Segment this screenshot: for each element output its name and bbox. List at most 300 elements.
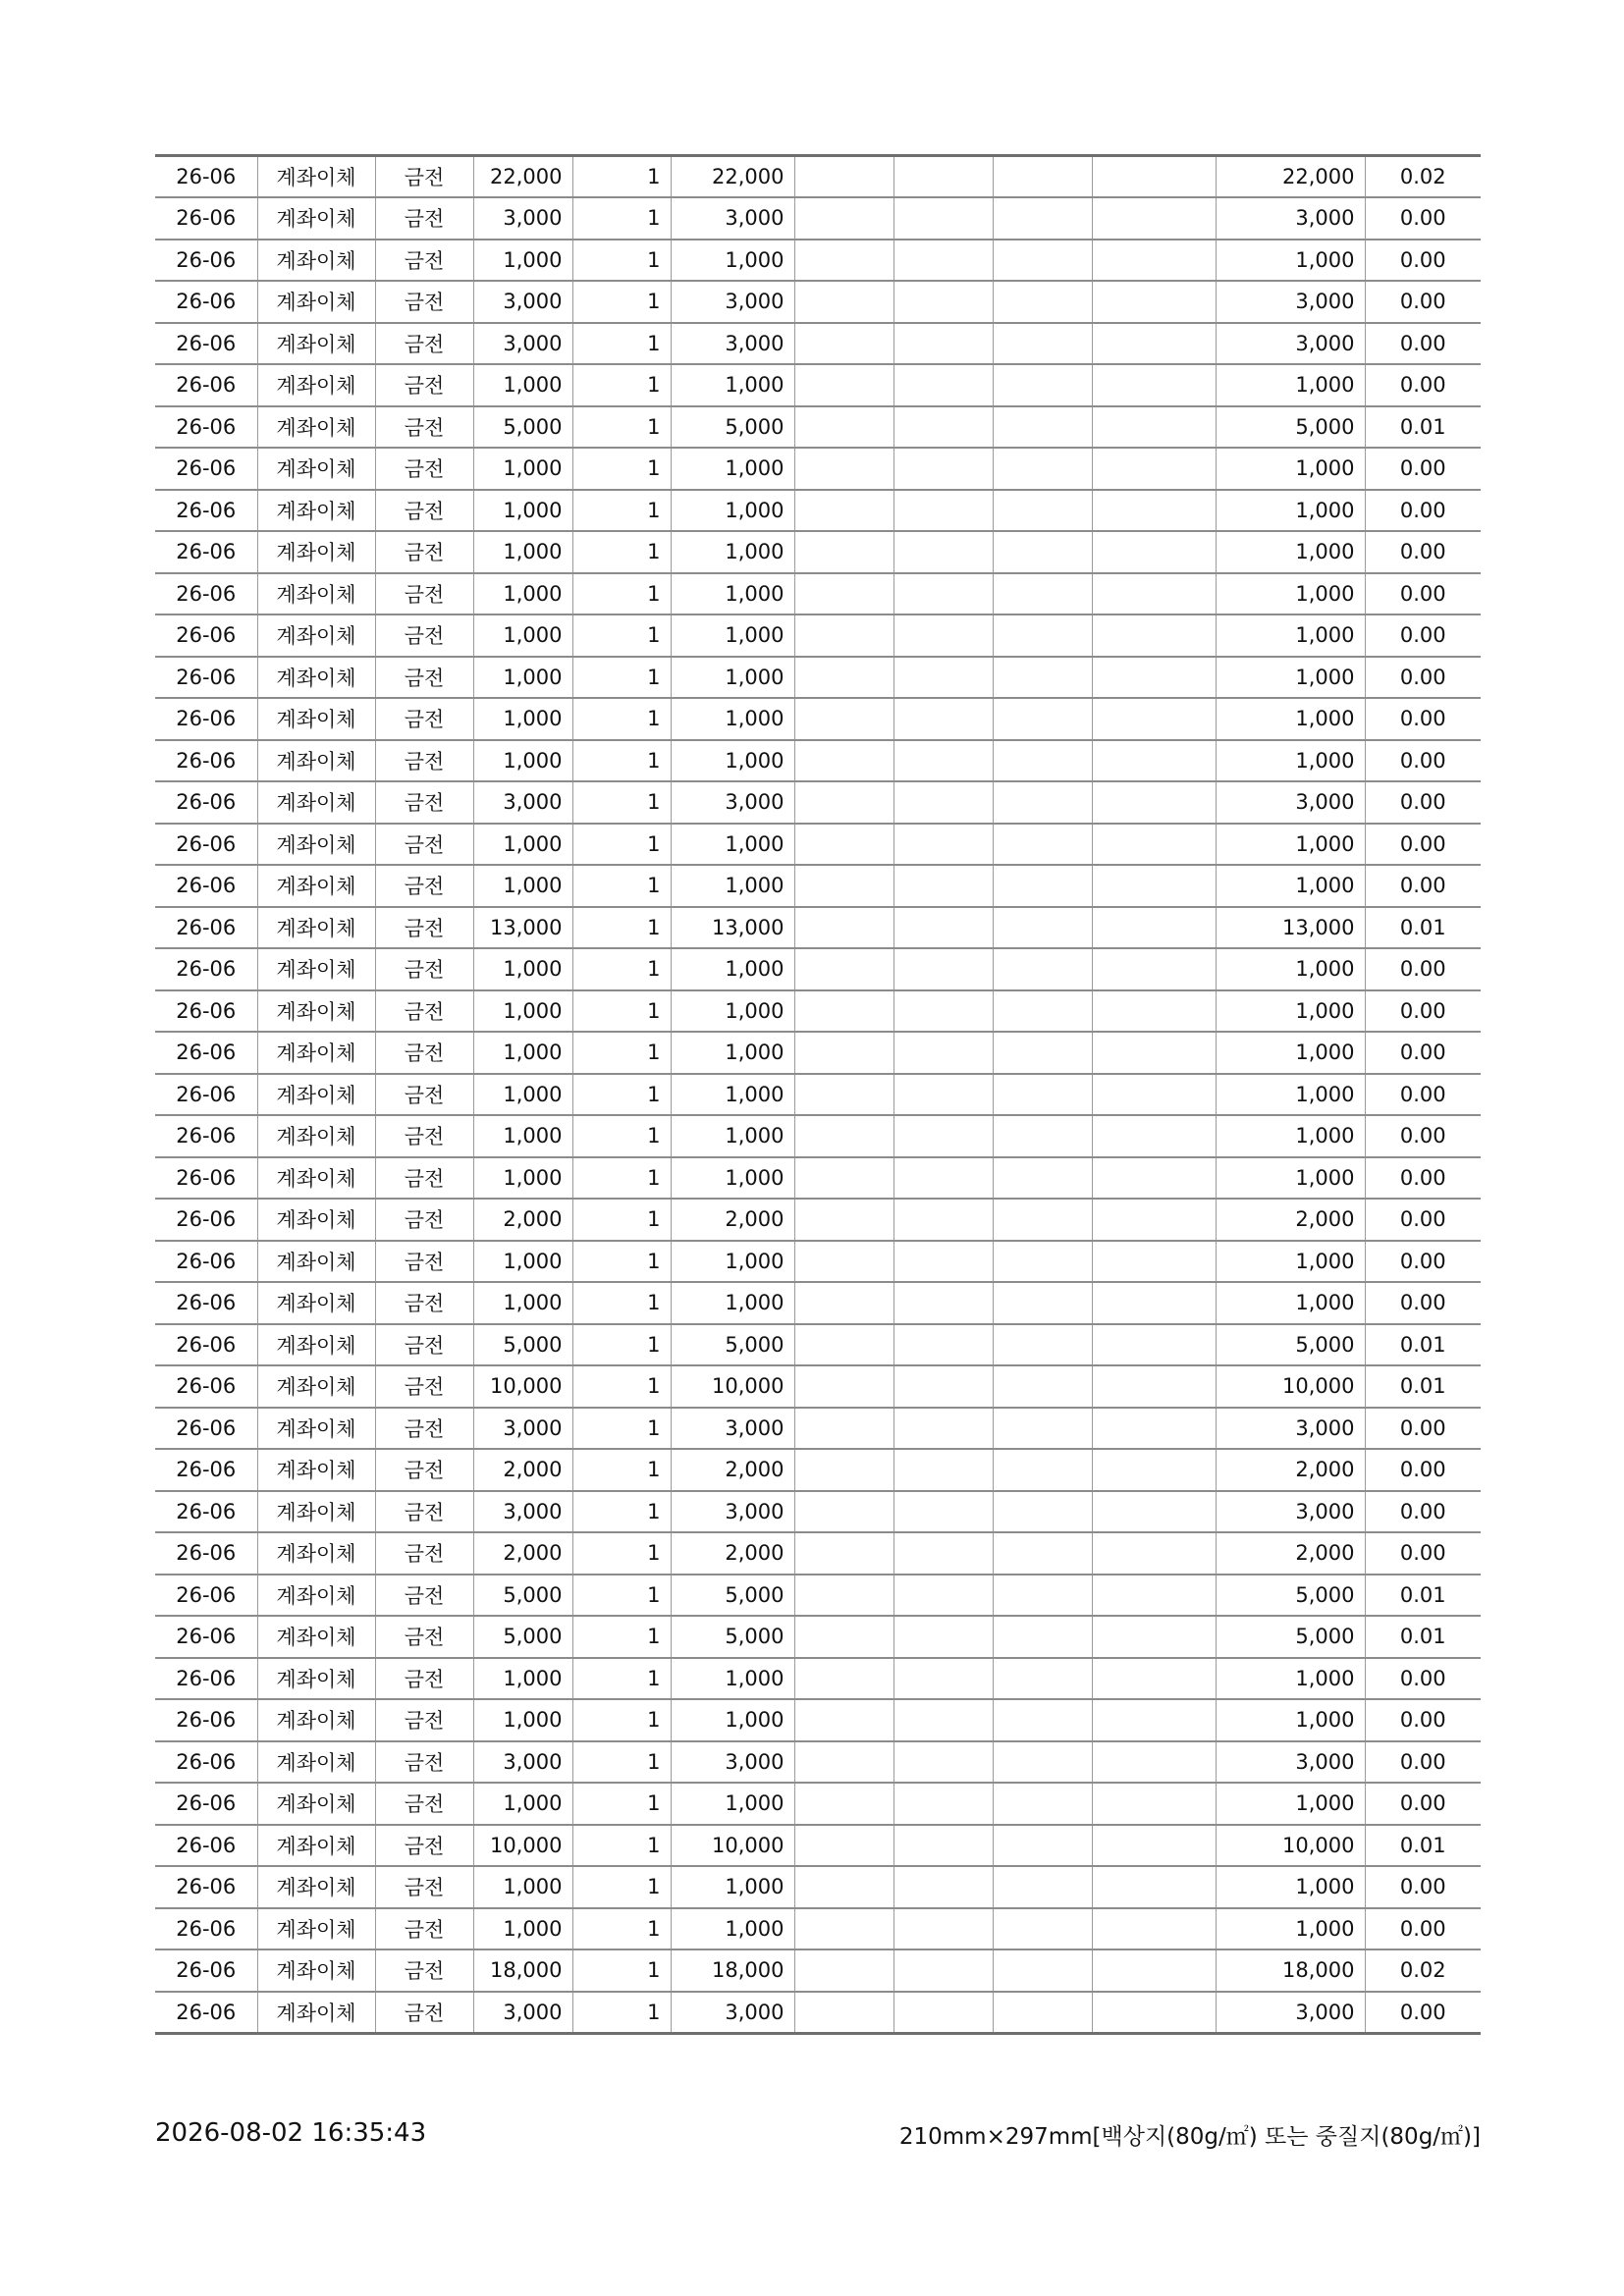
unit-price-cell: 1,000 (473, 1658, 572, 1700)
blank-cell (893, 1992, 993, 2034)
kind-cell: 금전 (375, 1741, 473, 1784)
period-cell: 26-06 (155, 531, 257, 573)
unit-price-cell: 18,000 (473, 1949, 572, 1992)
total-cell: 1,000 (1216, 364, 1365, 406)
table-row (155, 1491, 1481, 1533)
method-cell: 계좌이체 (257, 781, 375, 824)
amount-cell: 3,000 (671, 281, 794, 323)
method-cell: 계좌이체 (257, 657, 375, 699)
ratio-cell: 0.00 (1365, 740, 1481, 782)
total-cell: 3,000 (1216, 1741, 1365, 1784)
blank-cell (794, 1241, 893, 1283)
blank-cell (993, 281, 1092, 323)
unit-price-cell: 5,000 (473, 1324, 572, 1366)
total-cell: 5,000 (1216, 406, 1365, 449)
table-row (155, 1741, 1481, 1784)
amount-cell: 1,000 (671, 657, 794, 699)
blank-cell (993, 1157, 1092, 1200)
blank-cell (993, 1699, 1092, 1741)
blank-cell (1092, 907, 1216, 949)
amount-cell: 1,000 (671, 740, 794, 782)
blank-cell (1092, 1992, 1216, 2034)
table-row (155, 781, 1481, 824)
blank-cell (794, 1992, 893, 2034)
quantity-cell: 1 (572, 1616, 671, 1658)
blank-cell (993, 490, 1092, 532)
quantity-cell: 1 (572, 1365, 671, 1408)
ratio-cell: 0.00 (1365, 824, 1481, 866)
period-cell: 26-06 (155, 406, 257, 449)
blank-cell (993, 1866, 1092, 1908)
blank-cell (993, 614, 1092, 657)
blank-cell (794, 740, 893, 782)
unit-price-cell: 1,000 (473, 614, 572, 657)
quantity-cell: 1 (572, 1658, 671, 1700)
table-row (155, 1949, 1481, 1992)
amount-cell: 1,000 (671, 1908, 794, 1950)
total-cell: 1,000 (1216, 740, 1365, 782)
total-cell: 1,000 (1216, 865, 1365, 907)
method-cell: 계좌이체 (257, 1825, 375, 1867)
method-cell: 계좌이체 (257, 1949, 375, 1992)
blank-cell (993, 156, 1092, 198)
kind-cell: 금전 (375, 1532, 473, 1575)
unit-price-cell: 1,000 (473, 948, 572, 990)
total-cell: 1,000 (1216, 531, 1365, 573)
ratio-cell: 0.00 (1365, 657, 1481, 699)
ratio-cell: 0.00 (1365, 1532, 1481, 1575)
table-row (155, 614, 1481, 657)
unit-price-cell: 1,000 (473, 364, 572, 406)
quantity-cell: 1 (572, 1282, 671, 1324)
kind-cell: 금전 (375, 1658, 473, 1700)
blank-cell (893, 156, 993, 198)
blank-cell (1092, 281, 1216, 323)
period-cell: 26-06 (155, 1992, 257, 2034)
amount-cell: 1,000 (671, 364, 794, 406)
ratio-cell: 0.02 (1365, 1949, 1481, 1992)
total-cell: 1,000 (1216, 698, 1365, 740)
method-cell: 계좌이체 (257, 531, 375, 573)
kind-cell: 금전 (375, 1365, 473, 1408)
total-cell: 10,000 (1216, 1825, 1365, 1867)
blank-cell (1092, 197, 1216, 240)
quantity-cell: 1 (572, 657, 671, 699)
amount-cell: 1,000 (671, 698, 794, 740)
method-cell: 계좌이체 (257, 1074, 375, 1116)
method-cell: 계좌이체 (257, 1157, 375, 1200)
ratio-cell: 0.00 (1365, 573, 1481, 615)
table-row (155, 865, 1481, 907)
quantity-cell: 1 (572, 1115, 671, 1157)
blank-cell (993, 1908, 1092, 1950)
method-cell: 계좌이체 (257, 156, 375, 198)
blank-cell (1092, 1658, 1216, 1700)
total-cell: 22,000 (1216, 156, 1365, 198)
blank-cell (1092, 1866, 1216, 1908)
unit-price-cell: 22,000 (473, 156, 572, 198)
blank-cell (1092, 1699, 1216, 1741)
blank-cell (993, 1616, 1092, 1658)
blank-cell (993, 364, 1092, 406)
kind-cell: 금전 (375, 1949, 473, 1992)
unit-price-cell: 3,000 (473, 281, 572, 323)
total-cell: 1,000 (1216, 1282, 1365, 1324)
unit-price-cell: 1,000 (473, 1908, 572, 1950)
blank-cell (993, 1074, 1092, 1116)
blank-cell (1092, 1324, 1216, 1366)
blank-cell (794, 1741, 893, 1784)
period-cell: 26-06 (155, 1115, 257, 1157)
table-row (155, 1032, 1481, 1074)
blank-cell (794, 698, 893, 740)
kind-cell: 금전 (375, 281, 473, 323)
ratio-cell: 0.00 (1365, 1783, 1481, 1825)
kind-cell: 금전 (375, 865, 473, 907)
kind-cell: 금전 (375, 323, 473, 365)
ratio-cell: 0.00 (1365, 531, 1481, 573)
unit-price-cell: 5,000 (473, 406, 572, 449)
blank-cell (893, 1032, 993, 1074)
blank-cell (1092, 698, 1216, 740)
unit-price-cell: 5,000 (473, 1616, 572, 1658)
total-cell: 1,000 (1216, 1241, 1365, 1283)
method-cell: 계좌이체 (257, 824, 375, 866)
blank-cell (794, 1825, 893, 1867)
total-cell: 2,000 (1216, 1532, 1365, 1575)
period-cell: 26-06 (155, 490, 257, 532)
ratio-cell: 0.00 (1365, 614, 1481, 657)
ratio-cell: 0.00 (1365, 1491, 1481, 1533)
period-cell: 26-06 (155, 990, 257, 1033)
blank-cell (893, 573, 993, 615)
blank-cell (1092, 990, 1216, 1033)
kind-cell: 금전 (375, 531, 473, 573)
period-cell: 26-06 (155, 1658, 257, 1700)
method-cell: 계좌이체 (257, 948, 375, 990)
ratio-cell: 0.02 (1365, 156, 1481, 198)
quantity-cell: 1 (572, 824, 671, 866)
amount-cell: 1,000 (671, 1115, 794, 1157)
amount-cell: 2,000 (671, 1449, 794, 1491)
total-cell: 1,000 (1216, 1074, 1365, 1116)
kind-cell: 금전 (375, 1866, 473, 1908)
ratio-cell: 0.00 (1365, 1658, 1481, 1700)
blank-cell (1092, 490, 1216, 532)
ratio-cell: 0.00 (1365, 1241, 1481, 1283)
kind-cell: 금전 (375, 1408, 473, 1450)
quantity-cell: 1 (572, 1825, 671, 1867)
kind-cell: 금전 (375, 1074, 473, 1116)
quantity-cell: 1 (572, 1449, 671, 1491)
ratio-cell: 0.01 (1365, 907, 1481, 949)
blank-cell (794, 1365, 893, 1408)
blank-cell (993, 1282, 1092, 1324)
ratio-cell: 0.01 (1365, 1825, 1481, 1867)
blank-cell (1092, 1408, 1216, 1450)
period-cell: 26-06 (155, 1616, 257, 1658)
kind-cell: 금전 (375, 1241, 473, 1283)
blank-cell (993, 1949, 1092, 1992)
unit-price-cell: 1,000 (473, 1115, 572, 1157)
quantity-cell: 1 (572, 781, 671, 824)
blank-cell (893, 1324, 993, 1366)
print-timestamp: 2026-08-02 16:35:43 (155, 2118, 427, 2148)
period-cell: 26-06 (155, 1783, 257, 1825)
table-row (155, 490, 1481, 532)
blank-cell (993, 240, 1092, 282)
blank-cell (993, 1658, 1092, 1700)
amount-cell: 5,000 (671, 1616, 794, 1658)
blank-cell (794, 1032, 893, 1074)
blank-cell (794, 197, 893, 240)
blank-cell (893, 698, 993, 740)
quantity-cell: 1 (572, 1491, 671, 1533)
period-cell: 26-06 (155, 1241, 257, 1283)
ratio-cell: 0.00 (1365, 698, 1481, 740)
blank-cell (1092, 1115, 1216, 1157)
unit-price-cell: 3,000 (473, 1491, 572, 1533)
quantity-cell: 1 (572, 1741, 671, 1784)
table-row (155, 1866, 1481, 1908)
amount-cell: 1,000 (671, 1658, 794, 1700)
ratio-cell: 0.00 (1365, 1115, 1481, 1157)
blank-cell (1092, 323, 1216, 365)
period-cell: 26-06 (155, 364, 257, 406)
paper-spec: 210mm×297mm[백상지(80g/㎡) 또는 중질지(80g/㎡)] (898, 2124, 1481, 2150)
total-cell: 3,000 (1216, 323, 1365, 365)
kind-cell: 금전 (375, 1324, 473, 1366)
blank-cell (993, 323, 1092, 365)
quantity-cell: 1 (572, 907, 671, 949)
blank-cell (794, 1199, 893, 1241)
period-cell: 26-06 (155, 1157, 257, 1200)
amount-cell: 3,000 (671, 1491, 794, 1533)
amount-cell: 10,000 (671, 1365, 794, 1408)
period-cell: 26-06 (155, 1866, 257, 1908)
blank-cell (794, 281, 893, 323)
blank-cell (1092, 1241, 1216, 1283)
blank-cell (794, 781, 893, 824)
kind-cell: 금전 (375, 990, 473, 1033)
total-cell: 1,000 (1216, 573, 1365, 615)
table-row (155, 1658, 1481, 1700)
ratio-cell: 0.00 (1365, 1408, 1481, 1450)
kind-cell: 금전 (375, 781, 473, 824)
unit-price-cell: 10,000 (473, 1825, 572, 1867)
amount-cell: 3,000 (671, 1408, 794, 1450)
blank-cell (1092, 1157, 1216, 1200)
blank-cell (893, 448, 993, 490)
blank-cell (993, 990, 1092, 1033)
unit-price-cell: 13,000 (473, 907, 572, 949)
blank-cell (794, 1491, 893, 1533)
kind-cell: 금전 (375, 1616, 473, 1658)
total-cell: 5,000 (1216, 1616, 1365, 1658)
blank-cell (1092, 1491, 1216, 1533)
period-cell: 26-06 (155, 448, 257, 490)
quantity-cell: 1 (572, 531, 671, 573)
quantity-cell: 1 (572, 1575, 671, 1617)
total-cell: 5,000 (1216, 1324, 1365, 1366)
ratio-cell: 0.01 (1365, 1324, 1481, 1366)
table-row (155, 1241, 1481, 1283)
period-cell: 26-06 (155, 907, 257, 949)
amount-cell: 13,000 (671, 907, 794, 949)
table-row (155, 1115, 1481, 1157)
blank-cell (993, 1992, 1092, 2034)
blank-cell (794, 573, 893, 615)
period-cell: 26-06 (155, 824, 257, 866)
total-cell: 3,000 (1216, 1992, 1365, 2034)
table-row (155, 1992, 1481, 2034)
unit-price-cell: 2,000 (473, 1199, 572, 1241)
amount-cell: 1,000 (671, 1783, 794, 1825)
blank-cell (893, 865, 993, 907)
blank-cell (794, 1115, 893, 1157)
table-row (155, 1908, 1481, 1950)
period-cell: 26-06 (155, 1449, 257, 1491)
amount-cell: 1,000 (671, 1241, 794, 1283)
blank-cell (893, 1741, 993, 1784)
total-cell: 1,000 (1216, 240, 1365, 282)
blank-cell (893, 1908, 993, 1950)
period-cell: 26-06 (155, 740, 257, 782)
blank-cell (893, 657, 993, 699)
blank-cell (1092, 1825, 1216, 1867)
amount-cell: 1,000 (671, 573, 794, 615)
blank-cell (893, 1825, 993, 1867)
ratio-cell: 0.00 (1365, 364, 1481, 406)
blank-cell (1092, 1949, 1216, 1992)
blank-cell (893, 1408, 993, 1450)
amount-cell: 2,000 (671, 1199, 794, 1241)
method-cell: 계좌이체 (257, 865, 375, 907)
method-cell: 계좌이체 (257, 614, 375, 657)
kind-cell: 금전 (375, 1699, 473, 1741)
amount-cell: 1,000 (671, 1866, 794, 1908)
period-cell: 26-06 (155, 1408, 257, 1450)
amount-cell: 1,000 (671, 1032, 794, 1074)
period-cell: 26-06 (155, 1532, 257, 1575)
ratio-cell: 0.00 (1365, 1282, 1481, 1324)
table-row (155, 1282, 1481, 1324)
total-cell: 1,000 (1216, 1115, 1365, 1157)
blank-cell (993, 865, 1092, 907)
unit-price-cell: 3,000 (473, 197, 572, 240)
quantity-cell: 1 (572, 1408, 671, 1450)
blank-cell (993, 1449, 1092, 1491)
period-cell: 26-06 (155, 1032, 257, 1074)
blank-cell (993, 1241, 1092, 1283)
blank-cell (1092, 406, 1216, 449)
amount-cell: 5,000 (671, 1575, 794, 1617)
blank-cell (993, 824, 1092, 866)
total-cell: 1,000 (1216, 1908, 1365, 1950)
blank-cell (794, 907, 893, 949)
method-cell: 계좌이체 (257, 1115, 375, 1157)
table-row (155, 240, 1481, 282)
table-row (155, 1783, 1481, 1825)
blank-cell (993, 406, 1092, 449)
ratio-cell: 0.00 (1365, 1741, 1481, 1784)
unit-price-cell: 2,000 (473, 1532, 572, 1575)
blank-cell (893, 1157, 993, 1200)
amount-cell: 1,000 (671, 948, 794, 990)
blank-cell (1092, 240, 1216, 282)
blank-cell (1092, 824, 1216, 866)
unit-price-cell: 1,000 (473, 865, 572, 907)
table-row (155, 448, 1481, 490)
blank-cell (794, 1908, 893, 1950)
table-row (155, 1199, 1481, 1241)
ratio-cell: 0.01 (1365, 406, 1481, 449)
blank-cell (893, 490, 993, 532)
unit-price-cell: 1,000 (473, 698, 572, 740)
kind-cell: 금전 (375, 740, 473, 782)
period-cell: 26-06 (155, 1365, 257, 1408)
total-cell: 1,000 (1216, 1699, 1365, 1741)
blank-cell (893, 1115, 993, 1157)
ratio-cell: 0.00 (1365, 1032, 1481, 1074)
method-cell: 계좌이체 (257, 1532, 375, 1575)
blank-cell (1092, 1575, 1216, 1617)
period-cell: 26-06 (155, 657, 257, 699)
quantity-cell: 1 (572, 1199, 671, 1241)
total-cell: 1,000 (1216, 1658, 1365, 1700)
blank-cell (993, 1783, 1092, 1825)
total-cell: 3,000 (1216, 781, 1365, 824)
quantity-cell: 1 (572, 1699, 671, 1741)
blank-cell (893, 948, 993, 990)
method-cell: 계좌이체 (257, 1575, 375, 1617)
blank-cell (794, 1282, 893, 1324)
total-cell: 10,000 (1216, 1365, 1365, 1408)
blank-cell (893, 1616, 993, 1658)
amount-cell: 1,000 (671, 1699, 794, 1741)
blank-cell (794, 448, 893, 490)
blank-cell (893, 197, 993, 240)
kind-cell: 금전 (375, 1115, 473, 1157)
quantity-cell: 1 (572, 1241, 671, 1283)
quantity-cell: 1 (572, 1532, 671, 1575)
table-row (155, 531, 1481, 573)
unit-price-cell: 3,000 (473, 1741, 572, 1784)
blank-cell (1092, 1741, 1216, 1784)
method-cell: 계좌이체 (257, 1783, 375, 1825)
amount-cell: 1,000 (671, 990, 794, 1033)
blank-cell (893, 240, 993, 282)
blank-cell (1092, 657, 1216, 699)
period-cell: 26-06 (155, 323, 257, 365)
blank-cell (794, 948, 893, 990)
method-cell: 계좌이체 (257, 990, 375, 1033)
total-cell: 3,000 (1216, 197, 1365, 240)
ratio-cell: 0.00 (1365, 1866, 1481, 1908)
blank-cell (794, 1532, 893, 1575)
blank-cell (893, 1199, 993, 1241)
period-cell: 26-06 (155, 1949, 257, 1992)
blank-cell (794, 1324, 893, 1366)
ratio-cell: 0.01 (1365, 1616, 1481, 1658)
blank-cell (1092, 1532, 1216, 1575)
amount-cell: 3,000 (671, 197, 794, 240)
table-row (155, 698, 1481, 740)
method-cell: 계좌이체 (257, 740, 375, 782)
total-cell: 18,000 (1216, 1949, 1365, 1992)
unit-price-cell: 2,000 (473, 1449, 572, 1491)
kind-cell: 금전 (375, 156, 473, 198)
